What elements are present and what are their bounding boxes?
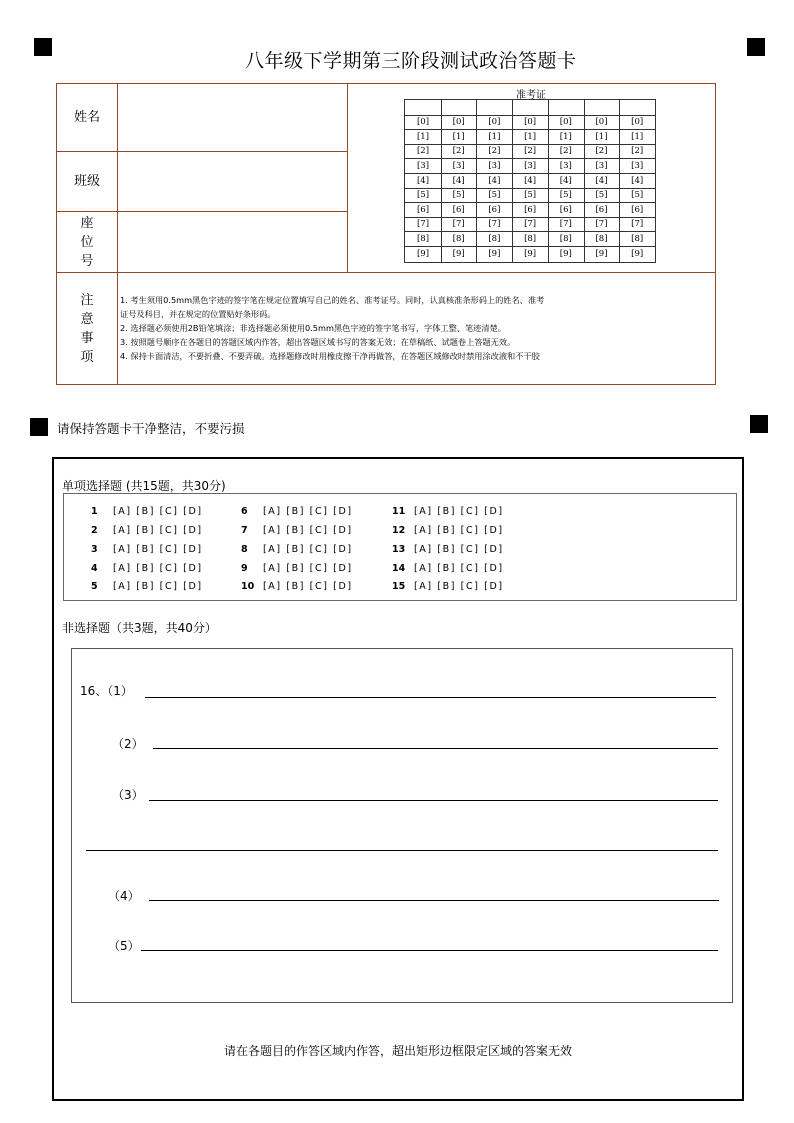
sub4-label: （4） [108, 889, 140, 903]
ticket-digit-bubble[interactable]: [0] [488, 117, 501, 128]
mcq-box [63, 493, 737, 601]
ticket-digit-bubble[interactable]: [5] [595, 190, 608, 201]
ticket-digit-bubble[interactable]: [3] [488, 160, 501, 171]
ticket-digit-bubble[interactable]: [9] [488, 248, 501, 259]
footer-notice: 请在各题目的作答区域内作答，超出矩形边框限定区域的答案无效 [223, 1044, 572, 1058]
ticket-digit-bubble[interactable]: [9] [595, 248, 608, 259]
ticket-digit-bubble[interactable]: [1] [452, 131, 465, 142]
answer-line-4[interactable] [86, 850, 718, 851]
mcq-number: 5 [91, 581, 98, 592]
ticket-digit-bubble[interactable]: [5] [631, 190, 644, 201]
ticket-digit-bubble[interactable]: [2] [595, 146, 608, 157]
student-info-table [56, 83, 716, 385]
ticket-digit-bubble[interactable]: [3] [416, 160, 430, 171]
ticket-digit-bubble[interactable]: [6] [631, 204, 644, 215]
mcq-number: 3 [91, 544, 98, 555]
ticket-digit-bubble[interactable]: [9] [559, 248, 572, 259]
ticket-digit-bubble[interactable]: [7] [416, 219, 430, 230]
ticket-digit-bubble[interactable]: [8] [452, 233, 465, 244]
ticket-digit-bubble[interactable]: [9] [416, 248, 430, 259]
exam-ticket-area [347, 84, 715, 272]
mcq-item[interactable] [241, 525, 353, 536]
essay-heading: 非选择题（共3题，共40分） [62, 621, 217, 635]
class-label: 班级 [73, 174, 100, 189]
mcq-item[interactable] [392, 525, 504, 536]
ticket-digit-bubble[interactable]: [4] [631, 175, 644, 186]
ticket-digit-bubble[interactable]: [1] [595, 131, 608, 142]
ticket-digit-bubble[interactable]: [5] [559, 190, 572, 201]
ticket-digit-bubble[interactable]: [4] [595, 175, 608, 186]
instruction-line: 3. 按照题号顺序在各题目的答题区域内作答，超出答题区域书写的答案无效；在草稿纸、试题卷上答题无效。 [120, 337, 516, 347]
ticket-digit-bubble[interactable]: [2] [631, 146, 644, 157]
ticket-digit-bubble[interactable]: [4] [416, 175, 430, 186]
mcq-options[interactable]: [A] [B] [C] [D] [263, 525, 353, 536]
instruction-line: 1. 考生须用0.5mm黑色字迹的签字笔在规定位置填写自己的姓名、准考证号。同时，认真核准条形码上的姓名、准考 [120, 295, 545, 305]
ticket-digit-bubble[interactable]: [2] [524, 146, 537, 157]
ticket-digit-bubble[interactable]: [2] [488, 146, 501, 157]
mcq-options[interactable]: [A] [B] [C] [D] [113, 563, 203, 574]
mcq-options[interactable]: [A] [B] [C] [D] [414, 544, 504, 555]
alignment-mark-mid-right [750, 415, 768, 433]
mcq-item[interactable] [91, 581, 203, 592]
mcq-number: 2 [91, 525, 98, 536]
ticket-digit-bubble[interactable]: [6] [488, 204, 501, 215]
mcq-number: 7 [241, 525, 248, 536]
alignment-mark-top-right [747, 38, 765, 56]
mcq-item[interactable] [91, 563, 203, 574]
mcq-options[interactable]: [A] [B] [C] [D] [263, 563, 353, 574]
ticket-digit-bubble[interactable]: [3] [631, 160, 644, 171]
ticket-digit-bubble[interactable]: [3] [452, 160, 465, 171]
ticket-digit-bubble[interactable]: [6] [559, 204, 572, 215]
essay-box [71, 648, 733, 1003]
ticket-digit-bubble[interactable]: [3] [595, 160, 608, 171]
ticket-digit-bubble[interactable]: [3] [524, 160, 537, 171]
mcq-options[interactable]: [A] [B] [C] [D] [263, 544, 353, 555]
ticket-digit-bubble[interactable]: [0] [559, 117, 572, 128]
ticket-digit-bubble[interactable]: [1] [524, 131, 537, 142]
mcq-item[interactable] [392, 563, 504, 574]
ticket-digit-bubble[interactable]: [5] [416, 190, 430, 201]
ticket-title: 准考证 [516, 90, 546, 101]
ticket-digit-bubble[interactable]: [7] [559, 219, 572, 230]
answer-frame [52, 457, 744, 1101]
ticket-digit-bubble[interactable]: [1] [631, 131, 644, 142]
ticket-digit-bubble[interactable]: [0] [595, 117, 608, 128]
ticket-digit-bubble[interactable]: [2] [559, 146, 572, 157]
mcq-number: 9 [241, 563, 248, 574]
ticket-digit-bubble[interactable]: [4] [452, 175, 465, 186]
mcq-number: 13 [392, 544, 406, 555]
ticket-digit-bubble[interactable]: [0] [524, 117, 537, 128]
notes-label: 注 意 事 项 [80, 293, 94, 365]
mcq-item[interactable] [241, 544, 353, 555]
mcq-item[interactable] [392, 506, 504, 517]
mcq-options[interactable]: [A] [B] [C] [D] [113, 525, 203, 536]
page-title: 八年级下学期第三阶段测试政治答题卡 [245, 50, 577, 72]
mcq-number: 8 [241, 544, 248, 555]
ticket-digit-bubble[interactable]: [0] [631, 117, 644, 128]
ticket-digit-bubble[interactable]: [0] [416, 117, 430, 128]
sub2-label: （2） [112, 737, 144, 751]
mcq-item[interactable] [241, 563, 353, 574]
mcq-item[interactable] [91, 506, 203, 517]
ticket-digit-bubble[interactable]: [8] [524, 233, 537, 244]
class-field[interactable] [118, 152, 347, 211]
ticket-digit-bubble[interactable]: [8] [488, 233, 501, 244]
ticket-digit-bubble[interactable]: [2] [416, 146, 430, 157]
name-field[interactable] [118, 84, 347, 151]
sub5-label: （5） [108, 939, 140, 953]
mcq-number: 14 [392, 563, 406, 574]
mcq-item[interactable] [392, 544, 504, 555]
ticket-digit-bubble[interactable]: [7] [631, 219, 644, 230]
mcq-item[interactable] [392, 581, 504, 592]
ticket-digit-bubble[interactable]: [6] [524, 204, 537, 215]
mcq-number: 4 [91, 563, 98, 574]
mcq-number: 6 [241, 506, 248, 517]
ticket-digit-bubble[interactable]: [7] [452, 219, 465, 230]
mcq-options[interactable]: [A] [B] [C] [D] [113, 544, 203, 555]
ticket-digit-bubble[interactable]: [8] [631, 233, 644, 244]
ticket-digit-bubble[interactable]: [5] [452, 190, 465, 201]
answer-line-5[interactable] [149, 900, 719, 901]
ticket-digit-bubble[interactable]: [5] [524, 190, 537, 201]
ticket-digit-bubble[interactable]: [0] [452, 117, 465, 128]
mcq-number: 1 [91, 506, 98, 517]
mcq-item[interactable] [241, 506, 353, 517]
mcq-item[interactable] [91, 525, 203, 536]
ticket-digit-bubble[interactable]: [4] [559, 175, 572, 186]
mcq-options[interactable]: [A] [B] [C] [D] [414, 506, 504, 517]
mcq-options[interactable]: [A] [B] [C] [D] [263, 506, 353, 517]
answer-line-2[interactable] [153, 748, 718, 749]
mcq-number: 12 [392, 525, 406, 536]
ticket-digit-bubble[interactable]: [7] [524, 219, 537, 230]
ticket-digit-bubble[interactable]: [7] [488, 219, 501, 230]
ticket-digit-bubble[interactable]: [9] [631, 248, 644, 259]
ticket-digit-bubble[interactable]: [8] [595, 233, 608, 244]
mcq-options[interactable]: [A] [B] [C] [D] [414, 563, 504, 574]
mcq-options[interactable]: [A] [B] [C] [D] [113, 581, 203, 592]
ticket-digit-bubble[interactable]: [8] [559, 233, 572, 244]
instruction-line: 4. 保持卡面清洁，不要折叠、不要弄破。选择题修改时用橡皮擦干净再做答，在答题区域修改时禁用涂改液和不干胶 [120, 351, 540, 361]
ticket-digit-bubble[interactable]: [9] [524, 248, 537, 259]
instruction-line: 2. 选择题必须使用2B铅笔填涂；非选择题必须使用0.5mm黑色字迹的签字笔书写，字体工整、笔迹清楚。 [120, 323, 506, 333]
mcq-number: 15 [392, 581, 406, 592]
mcq-heading: 单项选择题 (共15题，共30分) [62, 479, 226, 493]
ticket-digit-bubble[interactable]: [3] [559, 160, 572, 171]
ticket-digit-bubble[interactable]: [1] [488, 131, 501, 142]
ticket-digit-bubble[interactable]: [2] [452, 146, 465, 157]
ticket-digit-bubble[interactable]: [8] [416, 233, 430, 244]
mcq-number: 10 [241, 581, 255, 592]
ticket-digit-bubble[interactable]: [7] [595, 219, 608, 230]
ticket-number-grid [404, 99, 656, 263]
name-label: 姓名 [73, 110, 100, 125]
answer-line-1[interactable] [145, 697, 716, 698]
instruction-line: 证号及科目，并在规定的位置贴好条形码。 [120, 309, 276, 319]
mcq-item[interactable] [241, 581, 353, 592]
ticket-digit-bubble[interactable]: [6] [416, 204, 430, 215]
mcq-options[interactable]: [A] [B] [C] [D] [414, 581, 504, 592]
instructions-list [120, 293, 710, 363]
mcq-options[interactable]: [A] [B] [C] [D] [263, 581, 353, 592]
ticket-digit-bubble[interactable]: [6] [452, 204, 465, 215]
alignment-mark-mid-left [30, 418, 48, 436]
mcq-options[interactable]: [A] [B] [C] [D] [113, 506, 203, 517]
ticket-digit-bubble[interactable]: [1] [416, 131, 430, 142]
ticket-digit-bubble[interactable]: [9] [452, 248, 465, 259]
answer-line-6[interactable] [141, 950, 718, 951]
ticket-digit-bubble[interactable]: [4] [488, 175, 501, 186]
seat-field[interactable] [118, 212, 347, 272]
seat-label: 座 位 号 [80, 216, 94, 269]
ticket-digit-bubble[interactable]: [5] [488, 190, 501, 201]
ticket-digit-bubble[interactable]: [6] [595, 204, 608, 215]
alignment-mark-top-left [34, 38, 52, 56]
mcq-item[interactable] [91, 544, 203, 555]
ticket-digit-bubble[interactable]: [4] [524, 175, 537, 186]
q16-label: 16、（1） [80, 684, 133, 698]
keep-clean-notice: 请保持答题卡干净整洁，不要污损 [57, 421, 245, 436]
sub3-label: （3） [112, 788, 144, 802]
answer-line-3[interactable] [149, 800, 718, 801]
mcq-options[interactable]: [A] [B] [C] [D] [414, 525, 504, 536]
mcq-number: 11 [392, 506, 406, 517]
ticket-digit-bubble[interactable]: [1] [559, 131, 572, 142]
